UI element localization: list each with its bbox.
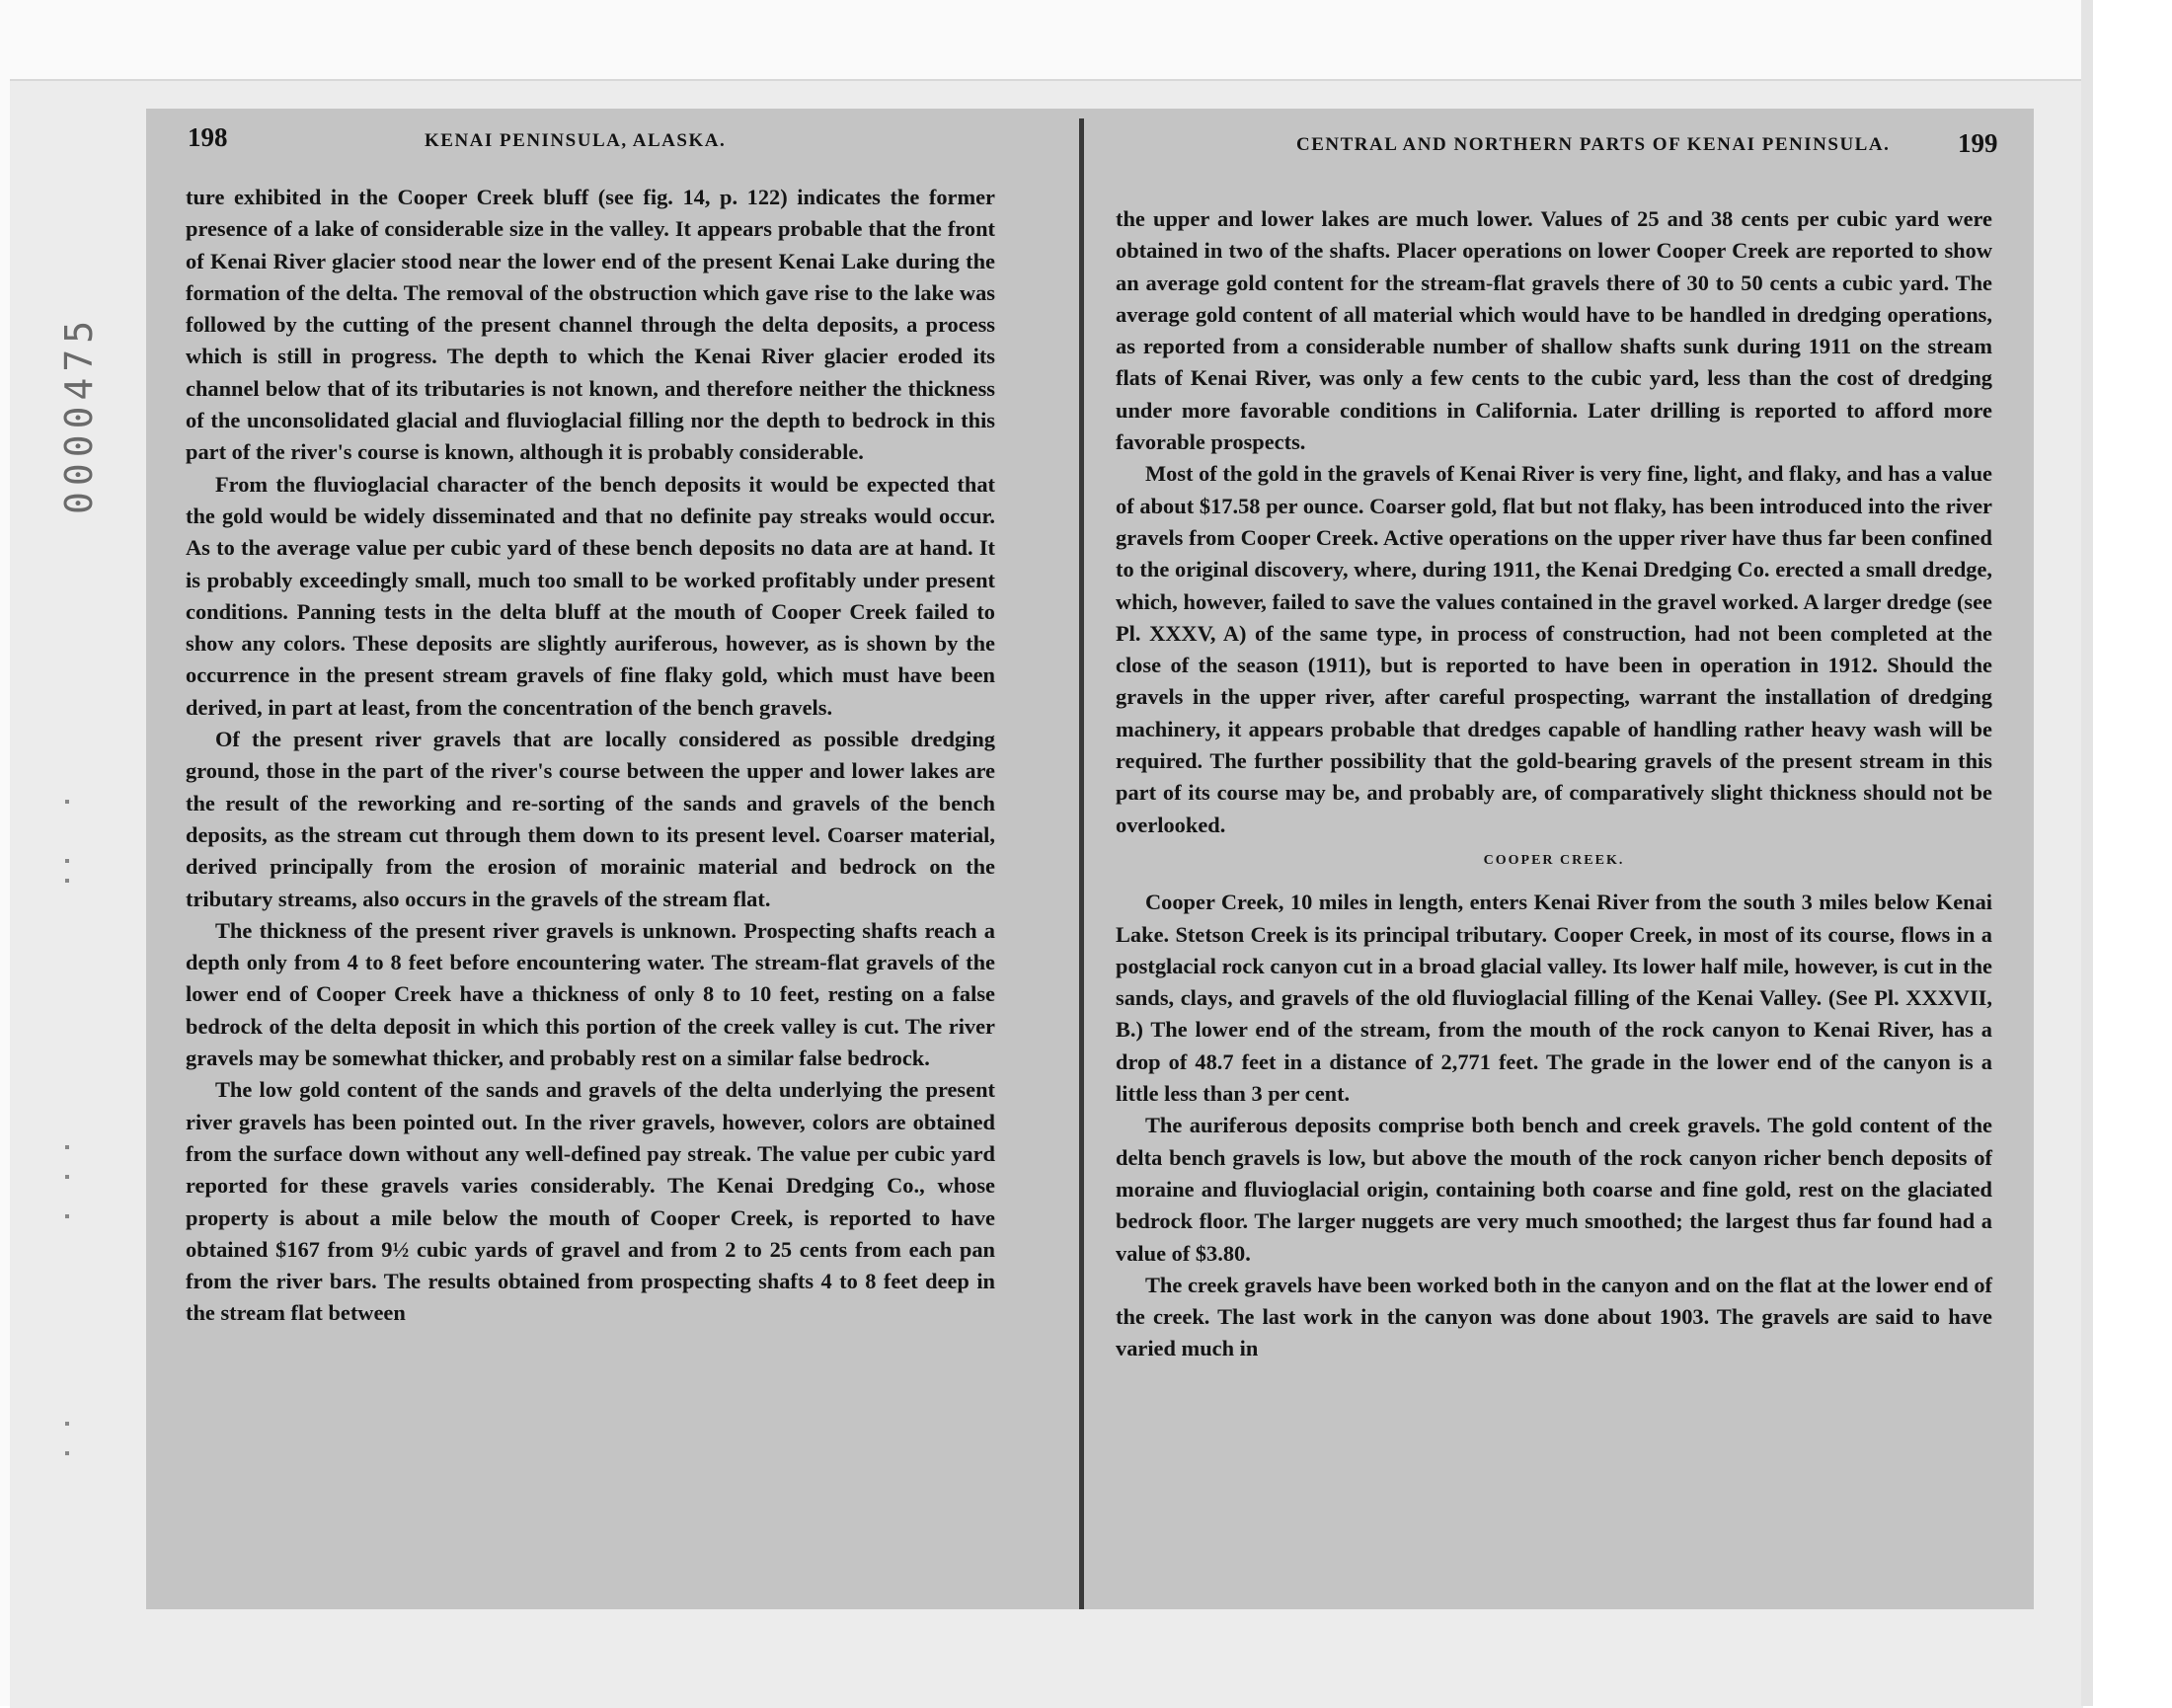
paragraph: From the fluvioglacial character of the bench deposits it would be expected that the gold would be widely disseminated and that no definite pay streaks would occur. As to the average value per cubic yard of these bench deposits no data are at hand. It is probably exceedingly small, much too small to be worked profitably under present conditions. Panning tests in the delta bluff at the mouth of Cooper Creek failed to show any colors. These deposits are slightly auriferous, however, as is shown by the occurrence in the present stream gravels of fine flaky gold, which must have been derived, in part at least, from the concentration of the bench gravels. — [186, 471, 995, 720]
left-running-head: KENAI PENINSULA, ALASKA. — [425, 130, 727, 151]
margin-marks — [61, 770, 91, 1520]
left-page-number: 198 — [188, 122, 228, 152]
right-page-number: 199 — [1958, 128, 1998, 158]
paragraph: ture exhibited in the Cooper Creek bluff (see fig. 14, p. 122) indicates the former presence of a lake of considerable size in the valley. It appears probable that the front of Kenai River glacier stood near the lower end of the present Kenai Lake during the formation of the delta. The removal of the obstruction which gave rise to the lake was followed by the cutting of the present channel through the delta deposits, a process which is still in progress. The depth to which the Kenai River glacier eroded its channel below that of its tributaries is not known, and therefore neither the thickness of the unconsolidated glacial and fluvioglacial filling nor the depth to bedrock in this part of the river's course is known, although it is probably considerable. — [186, 185, 995, 465]
right-page-body — [1116, 203, 1992, 1365]
left-page-body — [186, 182, 995, 1330]
scanner-margin — [2093, 0, 2172, 1706]
sheet-edge-shadow — [2081, 0, 2093, 1706]
paragraph: The thickness of the present river gravels is unknown. Prospecting shafts reach a depth only from 4 to 8 feet before encountering water. The stream-flat gravels of the lower end of Cooper Creek have a thickness of only 8 to 10 feet, resting on a false bedrock of the delta deposit in which this portion of the creek valley is cut. The river gravels may be somewhat thicker, and probably rest on a similar false bedrock. — [186, 917, 995, 1071]
ledger-number: 0000475 — [57, 314, 101, 515]
paragraph: Most of the gold in the gravels of Kenai River is very fine, light, and flaky, and has a value of about $17.58 per ounce. Coarser gold, flat but not flaky, has been introduced into the river gravels from Cooper Creek. Active operations on the upper river have thus far been confined to the original discovery, where, during 1911, the Kenai Dredging Co. erected a small dredge, which, however, failed to save the values contained in the gravel worked. A larger dredge (see Pl. XXXV, A) of the same type, in process of construction, had not been completed at the close of the season (1911), but is reported to have been in operation in 1912. Should the gravels in the upper river, after careful prospecting, warrant the installation of dredging machinery, it appears probable that dredges capable of handling rather heavy wash will be required. The further possibility that the gold-bearing gravels of the present stream in this part of its course may be, and probably are, of comparatively slight thickness should not be overlooked. — [1116, 461, 1992, 837]
book-spine — [1079, 118, 1084, 1609]
right-running-head: CENTRAL AND NORTHERN PARTS OF KENAI PENINSULA. — [1296, 134, 1891, 155]
left-page — [146, 109, 1094, 1609]
paragraph: the upper and lower lakes are much lower. Values of 25 and 38 cents per cubic yard were obtained in two of the shafts. Placer operations on lower Cooper Creek are reported to show an average gold content for the stream-flat gravels there of 30 to 50 cents a cubic yard. The average gold content of all material which would have to be handled in dredging operations, as reported from a considerable number of shallow shafts sunk during 1911 on the stream flats of Kenai River, was only a few cents to the cubic yard, less than the cost of dredging under more favorable conditions in California. Later drilling is reported to afford more favorable prospects. — [1116, 206, 1992, 455]
paragraph: The low gold content of the sands and gravels of the delta underlying the present river gravels has been pointed out. In the river gravels, however, colors are obtained from the surface down without any well-defined pay streak. The value per cubic yard reported for these gravels varies considerably. The Kenai Dredging Co., whose property is about a mile below the mouth of Cooper Creek, is reported to have obtained $167 from 9½ cubic yards of gravel and from 2 to 25 cents from each pan from the river bars. The results obtained from prospecting shafts 4 to 8 feet deep in the stream flat between — [186, 1077, 995, 1326]
paragraph: The creek gravels have been worked both in the canyon and on the flat at the lower end of the creek. The last work in the canyon was done about 1903. The gravels are said to have varied much in — [1116, 1272, 1992, 1361]
paragraph: The auriferous deposits comprise both bench and creek gravels. The gold content of the delta bench gravels is low, but above the mouth of the rock canyon richer bench deposits of moraine and fluvioglacial origin, containing both coarse and fine gold, rest on the glaciated bedrock floor. The larger nuggets are very much smoothed; the largest thus far found had a value of $3.80. — [1116, 1113, 1992, 1266]
paragraph: Cooper Creek, 10 miles in length, enters Kenai River from the south 3 miles below Kenai Lake. Stetson Creek is its principal tributary. Cooper Creek, in most of its course, flows in a postglacial rock canyon cut in a broad glacial valley. Its lower half mile, however, is cut in the sands, clays, and gravels of the old fluvioglacial filling of the Kenai Valley. (See Pl. XXXVII, B.) The lower end of the stream, from the mouth of the rock canyon to Kenai River, has a drop of 48.7 feet in a distance of 2,771 feet. The grade in the lower end of the canyon is a little less than 3 per cent. — [1116, 890, 1992, 1107]
right-page — [1084, 109, 2034, 1609]
paragraph: Of the present river gravels that are locally considered as possible dredging ground, those in the part of the river's course between the upper and lower lakes are the result of the reworking and re-sorting of the sands and gravels of the bench deposits, as the stream cut through them down to its present level. Coarser material, derived principally from the erosion of morainic material and bedrock on the tributary streams, also occurs in the gravels of the stream flat. — [186, 727, 995, 911]
section-heading: COOPER CREEK. — [1483, 852, 1625, 868]
